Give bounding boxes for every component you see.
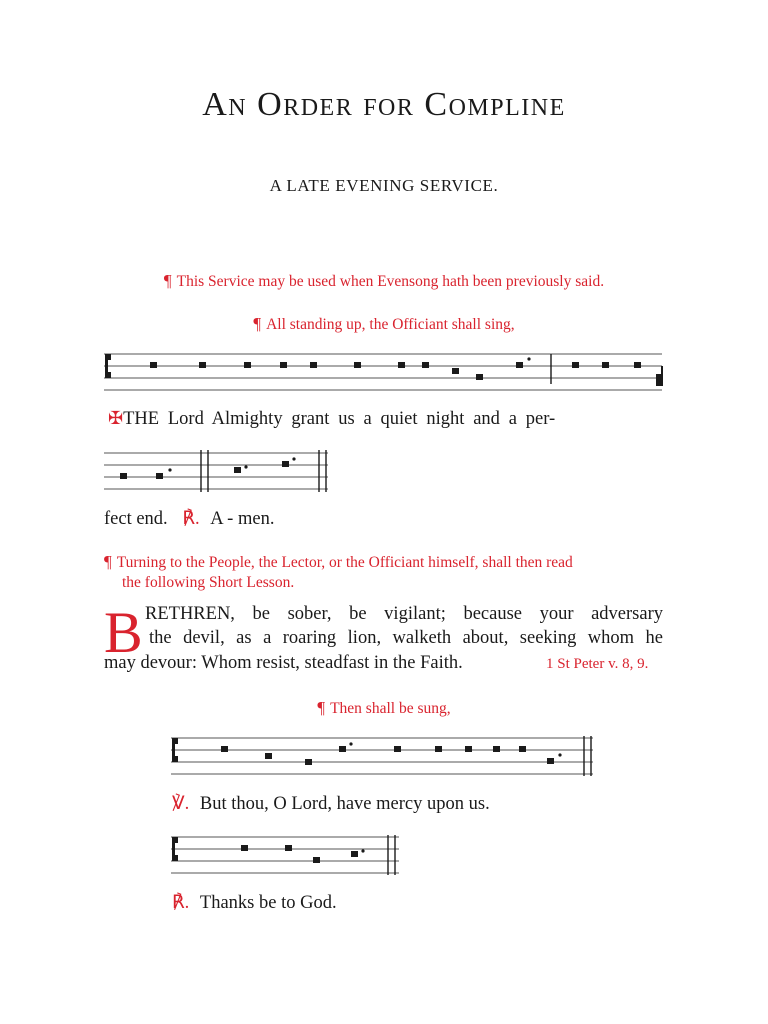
drop-cap: B: [104, 600, 143, 665]
mora-dot: [244, 465, 247, 468]
scripture-reference: 1 St Peter v. 8, 9.: [546, 656, 649, 672]
chant-note: [265, 753, 272, 759]
mora-dot: [558, 753, 561, 756]
pilcrow-icon: ¶: [317, 698, 326, 717]
mora-dot: [527, 357, 530, 360]
chant-note: [572, 362, 579, 368]
chant-note: [313, 857, 320, 863]
rubric-2-text: All standing up, the Officiant shall sing,: [266, 316, 515, 333]
response-2: [172, 892, 337, 914]
chant-note: [156, 473, 163, 479]
versicle-2-text: But thou, O Lord, have mercy upon us.: [199, 794, 490, 814]
pilcrow-icon: ¶: [163, 271, 172, 290]
chant-note: [285, 845, 292, 851]
lesson-line-3: may devour: Whom resist, steadfast in the Faith.: [104, 653, 463, 673]
lesson-line-1: RETHREN, be sober, be vigilant; because your adversary: [145, 604, 663, 624]
versicle-1-line-2: fect end. ℟. A - men.: [104, 509, 275, 529]
response-2-text: Thanks be to God.: [199, 893, 337, 913]
chant-note: [234, 467, 241, 473]
rubric-4: [0, 698, 768, 718]
chant-note: [516, 362, 523, 368]
versicle-1-line-1: ✠THE Lord Almighty grant us a quiet night and a per-: [108, 408, 556, 429]
chant-note: [519, 746, 526, 752]
chant-staff-2: [104, 450, 330, 495]
chant-staff-4: [171, 835, 401, 877]
mora-dot: [361, 849, 364, 852]
chant-note: [339, 746, 346, 752]
chant-staff-3: [171, 736, 595, 778]
chant-note: [354, 362, 361, 368]
mora-dot: [292, 457, 295, 460]
lesson-line-2: the devil, as a roaring lion, walketh about, seeking whom he: [149, 628, 663, 648]
chant-note: [244, 362, 251, 368]
mora-dot: [349, 742, 352, 745]
chant-note: [280, 362, 287, 368]
pilcrow-icon: ¶: [253, 314, 262, 333]
chant-note: [634, 362, 641, 368]
cross-icon: ✠: [108, 408, 124, 428]
chant-note: [394, 746, 401, 752]
chant-note: [351, 851, 358, 857]
chant-note: [547, 758, 554, 764]
response-symbol: ℟.: [172, 893, 190, 913]
page-title: An Order for Compline: [202, 86, 566, 123]
versicle-2: [172, 793, 490, 815]
chant-note: [310, 362, 317, 368]
rubric-1-text: This Service may be used when Evensong hath been previously said.: [176, 273, 605, 290]
chant-note: [493, 746, 500, 752]
versicle-symbol: ℣.: [172, 794, 190, 814]
page-subtitle: A LATE EVENING SERVICE.: [269, 176, 499, 195]
mora-dot: [168, 468, 171, 471]
chant-note: [282, 461, 289, 467]
rubric-4-text: Then shall be sung,: [330, 700, 451, 717]
rubric-1: [0, 271, 768, 291]
chant-note: [305, 759, 312, 765]
chant-note: [476, 374, 483, 380]
chant-note: [435, 746, 442, 752]
response-symbol: ℟.: [182, 509, 200, 529]
rubric-3: ¶ Turning to the People, the Lector, or the Officiant himself, shall then read the following Short Lesson.: [104, 552, 573, 591]
custos-icon: [656, 366, 663, 386]
chant-note: [120, 473, 127, 479]
chant-note: [452, 368, 459, 374]
chant-note: [221, 746, 228, 752]
chant-note: [422, 362, 429, 368]
pilcrow-icon: ¶: [104, 552, 112, 571]
chant-note: [241, 845, 248, 851]
amen-text: A - men.: [210, 509, 275, 529]
chant-note: [465, 746, 472, 752]
chant-note: [602, 362, 609, 368]
rubric-2: [0, 314, 768, 334]
chant-note: [199, 362, 206, 368]
chant-staff-1: [104, 352, 664, 394]
chant-note: [398, 362, 405, 368]
chant-note: [150, 362, 157, 368]
